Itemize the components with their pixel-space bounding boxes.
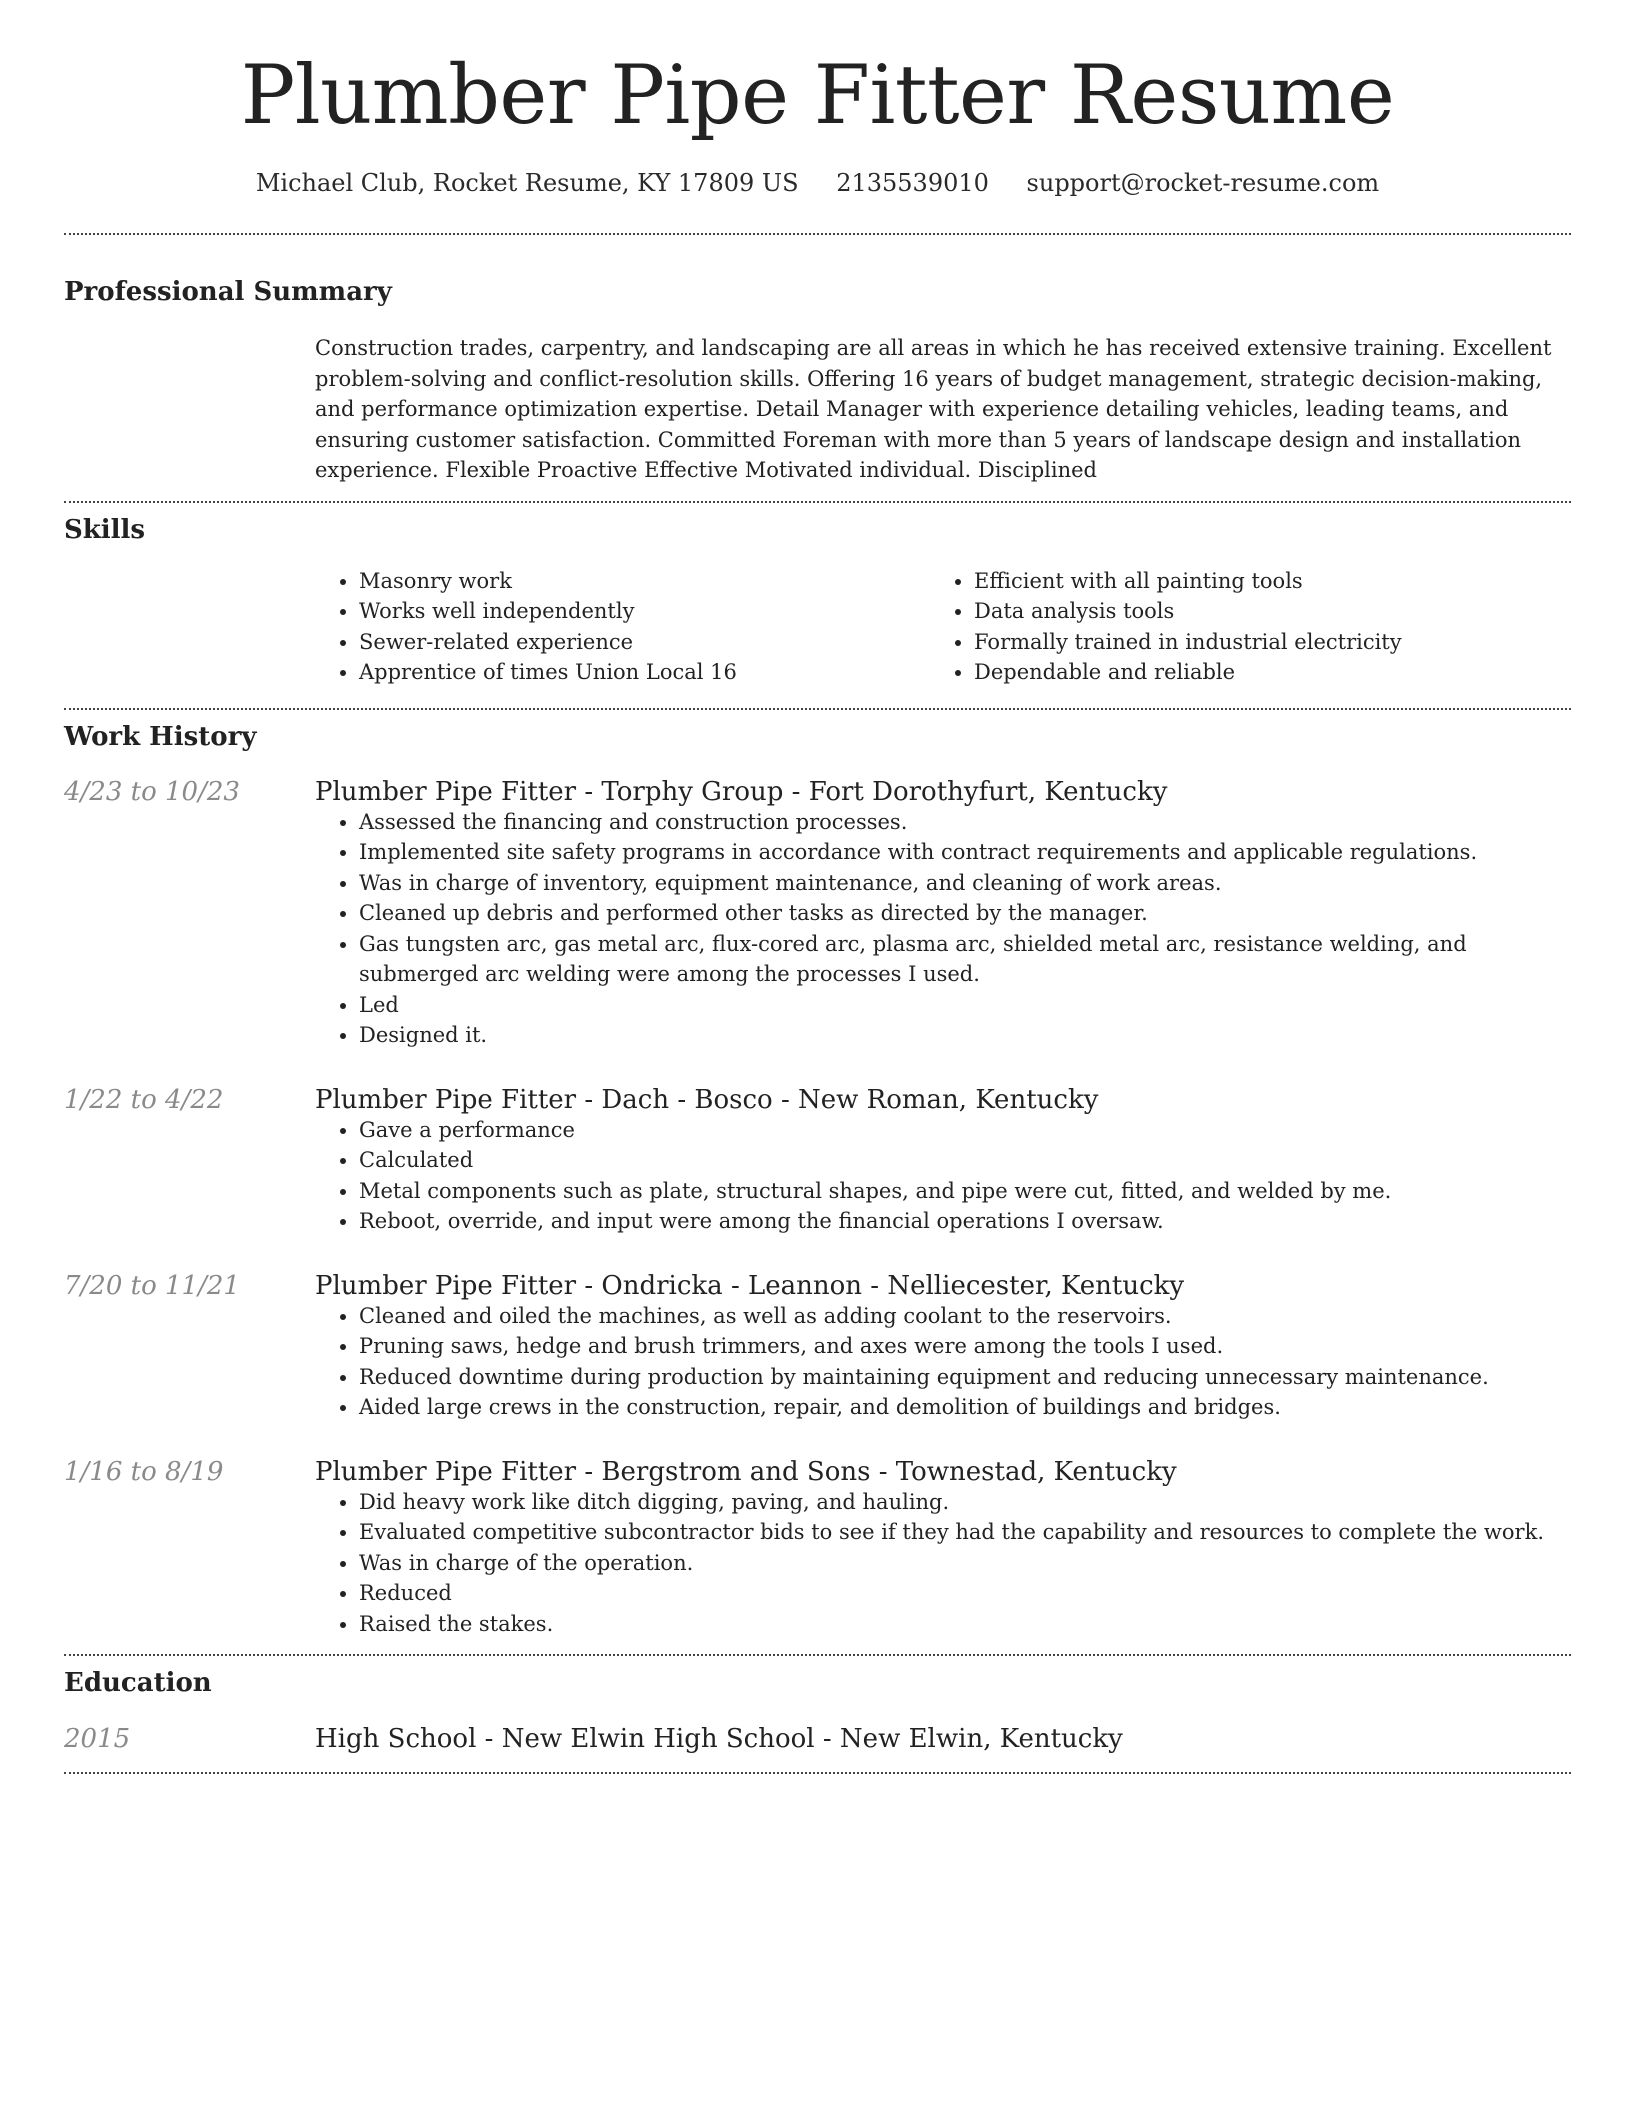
skill-item: • Apprentice of times Union Local 16 xyxy=(359,657,930,688)
job-details xyxy=(315,777,1571,1051)
skills-heading: Skills xyxy=(64,514,146,545)
skills-column-left xyxy=(315,566,930,688)
divider xyxy=(64,233,1571,235)
job-date: 1/22 to 4/22 xyxy=(64,1084,224,1115)
job-bullet: • Metal components such as plate, structural shapes, and pipe were cut, fitted, and welded by me. xyxy=(359,1176,1571,1207)
job-bullet: • Pruning saws, hedge and brush trimmers, and axes were among the tools I used. xyxy=(359,1331,1571,1362)
job-entry xyxy=(64,777,1571,1051)
contact-email: support@rocket-resume.com xyxy=(1026,169,1380,198)
job-bullet: • Evaluated competitive subcontractor bids to see if they had the capability and resources to complete the work. xyxy=(359,1517,1571,1548)
skills-column-right xyxy=(930,566,1545,688)
skill-item: • Dependable and reliable xyxy=(974,657,1545,688)
skill-item: • Masonry work xyxy=(359,566,930,597)
job-bullet: • Did heavy work like ditch digging, paving, and hauling. xyxy=(359,1487,1571,1518)
contact-line xyxy=(64,169,1571,198)
summary-section xyxy=(64,277,1571,486)
job-bullet: • Raised the stakes. xyxy=(359,1609,1571,1640)
job-bullet: • Calculated xyxy=(359,1145,1571,1176)
job-details xyxy=(315,1271,1571,1423)
job-date: 4/23 to 10/23 xyxy=(64,776,240,807)
job-title: Plumber Pipe Fitter - Torphy Group - Fort Dorothyfurt, Kentucky xyxy=(315,776,1168,807)
education-section xyxy=(64,1668,1571,1753)
job-entry xyxy=(64,1085,1571,1237)
education-heading: Education xyxy=(64,1668,212,1699)
summary-text: Construction trades, carpentry, and landscaping are all areas in which he has received extensive training. Excellent problem-solving and conflict-resolution skills. Offering 16 years of budget management, strategic decision-making, and performance optimization expertise. Detail Manager with experience detailing vehicles, leading teams, and ensuring customer satisfaction. Committed Foreman with more than 5 years of landscape design and installation experience. Flexible Proactive Effective Motivated individual. Disciplined xyxy=(315,336,1552,483)
job-bullets xyxy=(315,1487,1571,1640)
job-bullet: • Was in charge of inventory, equipment maintenance, and cleaning of work areas. xyxy=(359,868,1571,899)
job-bullets xyxy=(315,807,1571,1051)
skills-grid xyxy=(315,566,1571,688)
job-bullet: • Designed it. xyxy=(359,1020,1571,1051)
job-details xyxy=(315,1457,1571,1640)
job-bullet: • Reduced xyxy=(359,1578,1571,1609)
job-title: Plumber Pipe Fitter - Bergstrom and Sons - Townestad, Kentucky xyxy=(315,1456,1177,1487)
job-bullet: • Cleaned up debris and performed other tasks as directed by the manager. xyxy=(359,898,1571,929)
divider xyxy=(64,501,1571,503)
job-details xyxy=(315,1085,1571,1237)
education-title: High School - New Elwin High School - New Elwin, Kentucky xyxy=(315,1723,1123,1754)
job-bullet: • Cleaned and oiled the machines, as well as adding coolant to the reservoirs. xyxy=(359,1301,1571,1332)
skills-list-left xyxy=(315,566,930,688)
job-title: Plumber Pipe Fitter - Ondricka - Leannon - Nelliecester, Kentucky xyxy=(315,1270,1185,1301)
skill-item: • Efficient with all painting tools xyxy=(974,566,1545,597)
job-title: Plumber Pipe Fitter - Dach - Bosco - New Roman, Kentucky xyxy=(315,1084,1099,1115)
skills-section xyxy=(64,515,1571,688)
skill-item: • Formally trained in industrial electricity xyxy=(974,627,1545,658)
job-bullet: • Assessed the financing and construction processes. xyxy=(359,807,1571,838)
education-details xyxy=(315,1724,1571,1754)
skill-item: • Works well independently xyxy=(359,596,930,627)
job-bullet: • Reboot, override, and input were among the financial operations I oversaw. xyxy=(359,1206,1571,1237)
work-history-heading: Work History xyxy=(64,721,257,752)
job-bullets xyxy=(315,1301,1571,1423)
page-title: Plumber Pipe Fitter Resume xyxy=(240,49,1395,143)
divider xyxy=(64,1654,1571,1656)
skill-item: • Data analysis tools xyxy=(974,596,1545,627)
job-bullet: • Reduced downtime during production by maintaining equipment and reducing unnecessary maintenance. xyxy=(359,1362,1571,1393)
contact-phone: 2135539010 xyxy=(836,169,989,198)
job-entry xyxy=(64,1271,1571,1423)
job-bullet: • Gas tungsten arc, gas metal arc, flux-cored arc, plasma arc, shielded metal arc, resistance welding, and submerged arc welding were among the processes I used. xyxy=(359,929,1571,990)
job-bullet: • Was in charge of the operation. xyxy=(359,1548,1571,1579)
summary-heading: Professional Summary xyxy=(64,276,392,307)
job-bullet: • Gave a performance xyxy=(359,1115,1571,1146)
divider xyxy=(64,708,1571,710)
skills-list-right xyxy=(930,566,1545,688)
job-bullet: • Aided large crews in the construction, repair, and demolition of buildings and bridges. xyxy=(359,1392,1571,1423)
work-history-section xyxy=(64,722,1571,1640)
divider xyxy=(64,1772,1571,1774)
job-date: 1/16 to 8/19 xyxy=(64,1456,224,1487)
education-entry xyxy=(64,1724,1571,1754)
job-bullet: • Implemented site safety programs in accordance with contract requirements and applicable regulations. xyxy=(359,837,1571,868)
job-entry xyxy=(64,1457,1571,1640)
job-bullets xyxy=(315,1115,1571,1237)
job-bullet: • Led xyxy=(359,990,1571,1021)
education-date: 2015 xyxy=(64,1723,131,1754)
skill-item: • Sewer-related experience xyxy=(359,627,930,658)
job-date: 7/20 to 11/21 xyxy=(64,1270,240,1301)
resume-page xyxy=(64,0,1571,1774)
contact-address: Michael Club, Rocket Resume, KY 17809 US xyxy=(255,169,799,198)
